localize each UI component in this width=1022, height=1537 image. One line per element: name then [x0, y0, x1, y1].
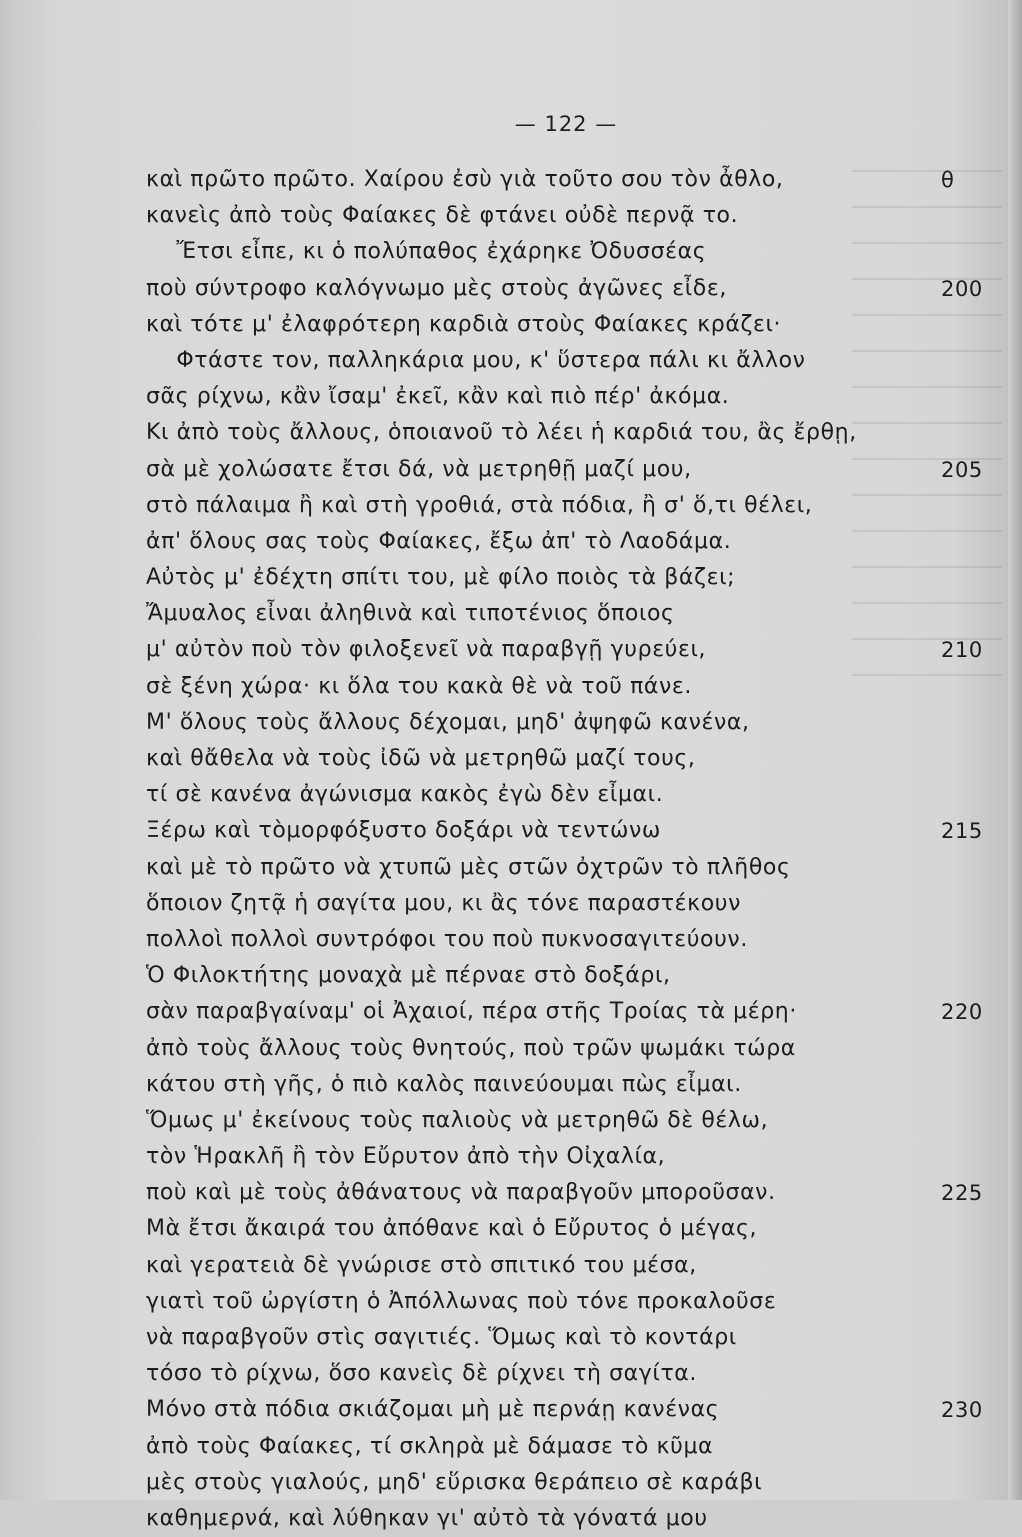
- verse-line: [146, 1429, 1016, 1465]
- line-number: 210: [941, 638, 983, 663]
- verse-text: τί σὲ κανένα ἀγώνισμα κακὸς ἐγὼ δὲν εἶμαι.: [146, 782, 664, 808]
- verse-line: [146, 1320, 1016, 1356]
- verse-text: καὶ πρῶτο πρῶτο. Χαίρου ἐσὺ γιὰ τοῦτο σου τὸν ἆθλο,: [146, 167, 784, 192]
- verse-line: [146, 1031, 1016, 1067]
- verse-block: [146, 162, 1016, 1537]
- verse-line: [146, 922, 1016, 958]
- verse-line: [146, 415, 1016, 451]
- verse-line: [146, 560, 1016, 596]
- verse-line: [146, 524, 1016, 560]
- verse-line: [146, 886, 1016, 922]
- verse-text: Ὁ Φιλοκτήτης μοναχὰ μὲ πέρναε στὸ δοξάρι,: [146, 963, 671, 989]
- verse-line: [146, 1211, 1016, 1247]
- verse-text: Μὰ ἔτσι ἄκαιρά του ἀπόθανε καὶ ὁ Εὔρυτος ὁ μέγας,: [146, 1216, 758, 1242]
- verse-text: Ἄμυαλος εἶναι ἀληθινὰ καὶ τιποτένιος ὅποιος: [146, 601, 675, 627]
- line-number: 205: [941, 457, 983, 482]
- verse-line: [146, 850, 1016, 886]
- verse-text: τὸν Ἡρακλῆ ἢ τὸν Εὔρυτον ἀπὸ τὴν Οἰχαλία,: [146, 1144, 666, 1170]
- verse-text: Ὅμως μ' ἐκείνους τοὺς παλιοὺς νὰ μετρηθῶ δὲ θέλω,: [146, 1107, 769, 1133]
- verse-line: [146, 741, 1016, 777]
- verse-line: [146, 596, 1016, 632]
- verse-text: σὰ μὲ χολώσατε ἔτσι δά, νὰ μετρηθῇ μαζί μου,: [146, 456, 692, 482]
- verse-line: [146, 777, 1016, 813]
- verse-text: πολλοὶ πολλοὶ συντρόφοι του ποὺ πυκνοσαγιτεύουν.: [146, 926, 748, 952]
- verse-line: [146, 958, 1016, 994]
- verse-line: [146, 1139, 1016, 1175]
- verse-line: [146, 162, 1016, 198]
- verse-line: [146, 669, 1016, 705]
- verse-line: [146, 1356, 1016, 1392]
- line-number: θ: [941, 168, 955, 192]
- line-number: 230: [941, 1398, 983, 1423]
- verse-text: κάτου στὴ γῆς, ὁ πιὸ καλὸς παινεύουμαι πὼς εἶμαι.: [146, 1071, 742, 1097]
- verse-line: [146, 488, 1016, 524]
- line-number: 200: [941, 276, 983, 301]
- verse-line: [146, 1501, 1016, 1537]
- verse-text: σὲ ξένη χώρα· κι ὅλα του κακὰ θὲ νὰ τοῦ πάνε.: [146, 673, 693, 699]
- verse-line: [146, 379, 1016, 415]
- verse-text: μὲς στοὺς γιαλούς, μηδ' εὕρισκα θεράπειο σὲ καράβι: [146, 1469, 763, 1495]
- verse-text: Φτάστε τον, παλληκάρια μου, κ' ὕστερα πάλι κι ἄλλον: [146, 347, 806, 373]
- verse-text: γιατὶ τοῦ ὠργίστη ὁ Ἀπόλλωνας ποὺ τόνε προκαλοῦσε: [146, 1288, 777, 1314]
- verse-text: σᾶς ρίχνω, κἂν ἴσαμ' ἐκεῖ, κἂν καὶ πιὸ πέρ' ἀκόμα.: [146, 384, 730, 410]
- verse-line: [146, 705, 1016, 741]
- verse-line: [146, 632, 1016, 668]
- verse-text: καὶ μὲ τὸ πρῶτο νὰ χτυπῶ μὲς στῶν ὀχτρῶν τὸ πλῆθος: [146, 854, 791, 880]
- verse-text: τόσο τὸ ρίχνω, ὅσο κανεὶς δὲ ρίχνει τὴ σαγίτα.: [146, 1361, 697, 1387]
- verse-text: καὶ γερατειὰ δὲ γνώρισε στὸ σπιτικό του μέσα,: [146, 1252, 697, 1278]
- verse-text: ὅποιον ζητᾷ ἡ σαγίτα μου, κι ἂς τόνε παραστέκουν: [146, 890, 741, 916]
- verse-text: Κι ἀπὸ τοὺς ἄλλους, ὁποιανοῦ τὸ λέει ἡ καρδιά του, ἂς ἔρθῃ,: [146, 420, 857, 446]
- verse-line: [146, 1067, 1016, 1103]
- page-number: — 122 —: [514, 112, 618, 136]
- verse-text: μ' αὐτὸν ποὺ τὸν φιλοξενεῖ νὰ παραβγῇ γυρεύει,: [146, 637, 707, 663]
- verse-text: ποὺ σύντροφο καλόγνωμο μὲς στοὺς ἀγῶνες εἶδε,: [146, 275, 727, 301]
- verse-line: [146, 343, 1016, 379]
- verse-text: Ἔτσι εἶπε, κι ὁ πολύπαθος ἐχάρηκε Ὀδυσσέας: [146, 239, 707, 265]
- verse-text: ἀπὸ τοὺς Φαίακες, τί σκληρὰ μὲ δάμασε τὸ κῦμα: [146, 1433, 714, 1459]
- verse-text: καθημερνά, καὶ λύθηκαν γι' αὐτὸ τὰ γόνατά μου: [146, 1505, 708, 1531]
- verse-text: σὰν παραβγαίναμ' οἱ Ἀχαιοί, πέρα στῆς Τροίας τὰ μέρη·: [146, 999, 797, 1025]
- verse-line: [146, 1284, 1016, 1320]
- verse-line: [146, 813, 1016, 849]
- verse-text: κανεὶς ἀπὸ τοὺς Φαίακες δὲ φτάνει οὐδὲ περνᾷ το.: [146, 203, 739, 229]
- verse-text: καὶ θἄθελα νὰ τοὺς ἰδῶ νὰ μετρηθῶ μαζί τους,: [146, 746, 696, 771]
- verse-line: [146, 1175, 1016, 1211]
- line-number: 215: [941, 819, 983, 844]
- line-number: 225: [941, 1181, 983, 1206]
- verse-line: [146, 994, 1016, 1030]
- verse-line: [146, 234, 1016, 270]
- verse-line: [146, 1392, 1016, 1428]
- verse-text: ποὺ καὶ μὲ τοὺς ἀθάνατους νὰ παραβγοῦν μποροῦσαν.: [146, 1180, 776, 1206]
- verse-text: νὰ παραβγοῦν στὶς σαγιτιές. Ὅμως καὶ τὸ κοντάρι: [146, 1325, 737, 1350]
- verse-text: στὸ πάλαιμα ἢ καὶ στὴ γροθιά, στὰ πόδια, ἢ σ' ὅ,τι θέλει,: [146, 492, 813, 518]
- verse-text: καὶ τότε μ' ἐλαφρότερη καρδιὰ στοὺς Φαίακες κράζει·: [146, 311, 782, 337]
- line-number: 220: [941, 1000, 983, 1025]
- verse-text: Μόνο στὰ πόδια σκιάζομαι μὴ μὲ περνάῃ κανένας: [146, 1397, 720, 1423]
- verse-text: ἀπ' ὅλους σας τοὺς Φαίακες, ἔξω ἀπ' τὸ Λαοδάμα.: [146, 528, 732, 554]
- verse-text: Αὐτὸς μ' ἐδέχτη σπίτι του, μὲ φίλο ποιὸς τὰ βάζει;: [146, 565, 736, 591]
- verse-line: [146, 198, 1016, 234]
- verse-text: ἀπὸ τοὺς ἄλλους τοὺς θνητούς, ποὺ τρῶν ψωμάκι τώρα: [146, 1035, 796, 1061]
- verse-line: [146, 1103, 1016, 1139]
- verse-line: [146, 307, 1016, 343]
- verse-line: [146, 1465, 1016, 1501]
- verse-line: [146, 1248, 1016, 1284]
- verse-text: Μ' ὅλους τοὺς ἄλλους δέχομαι, μηδ' ἀψηφῶ κανένα,: [146, 709, 750, 735]
- verse-line: [146, 271, 1016, 307]
- verse-line: [146, 452, 1016, 488]
- verse-text: Ξέρω καὶ τὸμορφόξυστο δοξάρι νὰ τεντώνω: [146, 818, 661, 844]
